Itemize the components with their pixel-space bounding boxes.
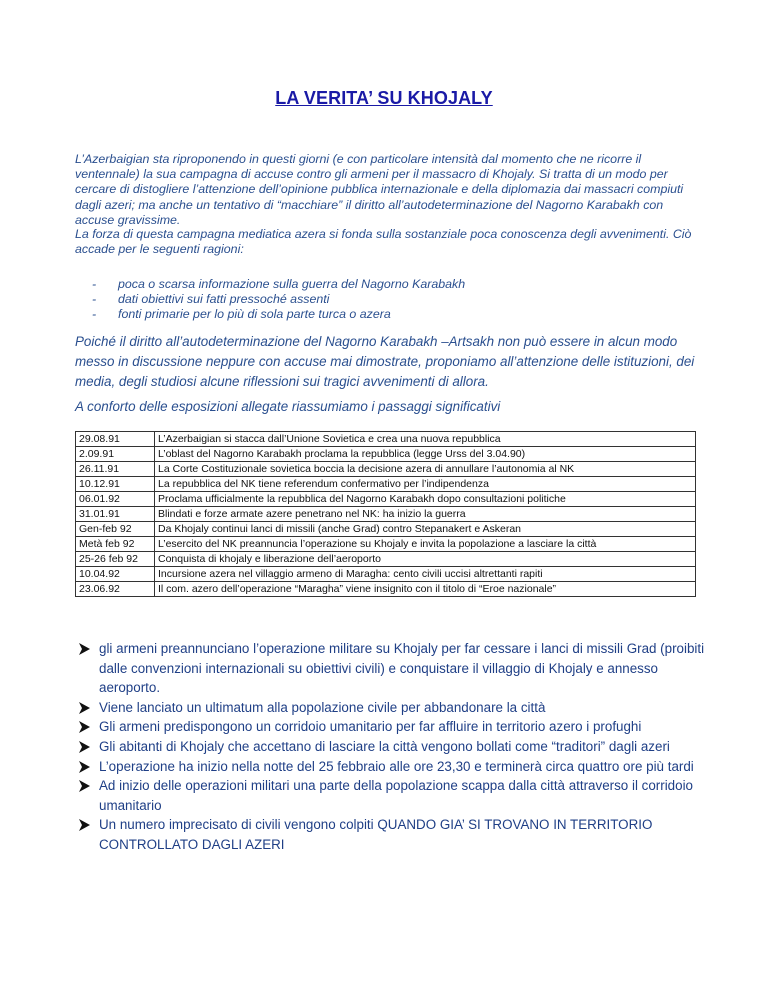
arrowhead-bullet-icon <box>78 819 91 831</box>
list-item <box>78 639 718 698</box>
list-item <box>78 757 718 777</box>
timeline-date: 25-26 feb 92 <box>76 552 155 567</box>
table-row <box>76 492 696 507</box>
table-row <box>76 582 696 597</box>
arrowhead-bullet-icon <box>78 761 91 773</box>
timeline-date: 31.01.91 <box>76 507 155 522</box>
timeline-date: 26.11.91 <box>76 462 155 477</box>
proposal-paragraph: Poiché il diritto all’autodeterminazione del Nagorno Karabakh –Artsakh non può essere in alcun modo messo in discussione neppure con accuse mai dimostrate, proponiamo all’attenzione delle istituzioni, dei media, degli studiosi alcune riflessioni sui tragici avvenimenti di allora. <box>75 334 695 389</box>
timeline-date: Metà feb 92 <box>76 537 155 552</box>
timeline-date: 06.01.92 <box>76 492 155 507</box>
timeline-date: 10.12.91 <box>76 477 155 492</box>
document-title: LA VERITA’ SU KHOJALY <box>275 88 493 108</box>
summary-intro-paragraph: A conforto delle esposizioni allegate riassumiamo i passaggi significativi <box>75 399 501 414</box>
key-points-list <box>78 639 718 855</box>
timeline-event: Incursione azera nel villaggio armeno di Maragha: cento civili uccisi altrettanti rapiti <box>155 567 696 582</box>
timeline-event: Conquista di khojaly e liberazione dell’aeroporto <box>155 552 696 567</box>
timeline-event: Il com. azero dell’operazione “Maragha” viene insignito con il titolo di “Eroe nazionale” <box>155 582 696 597</box>
list-item <box>78 776 718 815</box>
timeline-event: Blindati e forze armate azere penetrano nel NK: ha inizio la guerra <box>155 507 696 522</box>
timeline-event: L’esercito del NK preannuncia l’operazione su Khojaly e invita la popolazione a lasciare la città <box>155 537 696 552</box>
timeline-event: La Corte Costituzionale sovietica boccia la decisione azera di annullare l’autonomia al NK <box>155 462 696 477</box>
table-row <box>76 522 696 537</box>
point-text: Gli armeni predispongono un corridoio umanitario per far affluire in territorio azero i profughi <box>99 719 642 735</box>
arrowhead-bullet-icon <box>78 741 91 753</box>
list-item: - dati obiettivi sui fatti pressoché assenti <box>92 292 465 307</box>
arrowhead-bullet-icon <box>78 643 91 655</box>
table-row <box>76 567 696 582</box>
list-item <box>78 717 718 737</box>
list-item: - poca o scarsa informazione sulla guerra del Nagorno Karabakh <box>92 277 465 292</box>
table-row <box>76 552 696 567</box>
intro-paragraph: L’Azerbaigian sta riproponendo in questi giorni (e con particolare intensità dal momento che ne ricorre il ventennale) la sua campagna di accuse contro gli armeni per il massacro di Khojaly. Si tratta di un modo per cercare di distogliere l’attenzione dell’opinione pubblica internazionale e della diplomazia dai massacri compiuti dagli azeri; ma anche un tentativo di “macchiare” il diritto all’autodeterminazione del Nagorno Karabakh con accuse gravissime. <box>75 152 684 227</box>
arrowhead-bullet-icon <box>78 780 91 792</box>
timeline-event: La repubblica del NK tiene referendum confermativo per l’indipendenza <box>155 477 696 492</box>
timeline-event: Proclama ufficialmente la repubblica del Nagorno Karabakh dopo consultazioni politiche <box>155 492 696 507</box>
timeline-event: L’oblast del Nagorno Karabakh proclama la repubblica (legge Urss del 3.04.90) <box>155 447 696 462</box>
point-text: L’operazione ha inizio nella notte del 25 febbraio alle ore 23,30 e terminerà circa quattro ore più tardi <box>99 758 694 774</box>
table-row <box>76 462 696 477</box>
point-text: Viene lanciato un ultimatum alla popolazione civile per abbandonare la città <box>99 699 546 715</box>
list-item <box>78 737 718 757</box>
point-text: gli armeni preannunciano l’operazione militare su Khojaly per far cessare i lanci di missili Grad (proibiti dalle convenzioni internazionali su obiettivi civili) e conquistare il villaggio di Khojaly e annesso aeroporto. <box>99 641 705 696</box>
timeline-date: 23.06.92 <box>76 582 155 597</box>
timeline-table <box>75 431 696 597</box>
table-row <box>76 507 696 522</box>
table-row <box>76 447 696 462</box>
point-text: Gli abitanti di Khojaly che accettano di lasciare la città vengono bollati come “traditori” dagli azeri <box>99 738 670 754</box>
point-text: Ad inizio delle operazioni militari una parte della popolazione scappa dalla città attraverso il corridoio umanitario <box>99 778 693 813</box>
arrowhead-bullet-icon <box>78 721 91 733</box>
arrowhead-bullet-icon <box>78 702 91 714</box>
point-text: Un numero imprecisato di civili vengono colpiti QUANDO GIA’ SI TROVANO IN TERRITORIO CONTROLLATO DAGLI AZERI <box>99 817 653 852</box>
table-row <box>76 477 696 492</box>
list-item <box>78 815 718 854</box>
table-row <box>76 432 696 447</box>
timeline-date: 29.08.91 <box>76 432 155 447</box>
table-row <box>76 537 696 552</box>
timeline-event: L’Azerbaigian si stacca dall’Unione Sovietica e crea una nuova repubblica <box>155 432 696 447</box>
reasons-list <box>92 277 465 323</box>
timeline-date: 2.09.91 <box>76 447 155 462</box>
timeline-event: Da Khojaly continui lanci di missili (anche Grad) contro Stepanakert e Askeran <box>155 522 696 537</box>
list-item <box>78 698 718 718</box>
timeline-date: 10.04.92 <box>76 567 155 582</box>
timeline-date: Gen-feb 92 <box>76 522 155 537</box>
reasons-intro-paragraph: La forza di questa campagna mediatica azera si fonda sulla sostanziale poca conoscenza degli avvenimenti. Ciò accade per le seguenti ragioni: <box>75 227 692 257</box>
list-item: - fonti primarie per lo più di sola parte turca o azera <box>92 307 465 322</box>
